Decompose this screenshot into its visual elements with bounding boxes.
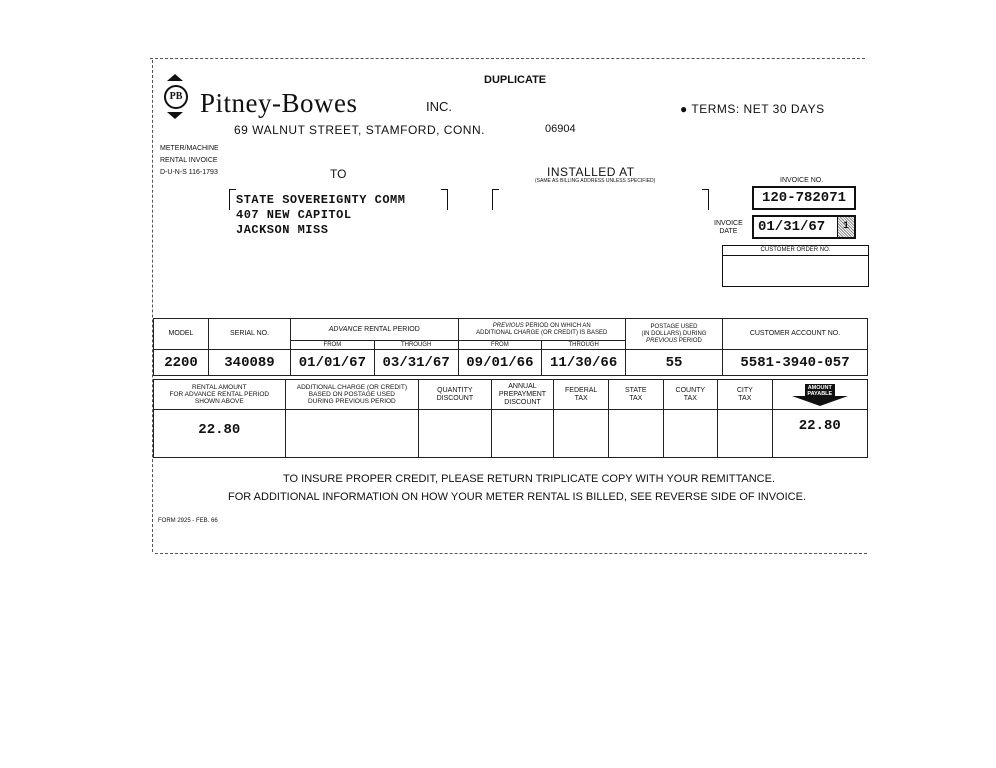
amount-payable-label-1: AMOUNT [807, 384, 832, 391]
billing-line2: 407 NEW CAPITOL [236, 208, 352, 222]
federal-tax-value [554, 410, 609, 458]
model-header: MODEL [154, 319, 209, 350]
company-zip: 06904 [545, 123, 576, 135]
invoice-no: 120-782071 [752, 186, 856, 210]
duplicate-stamp: DUPLICATE [484, 74, 547, 86]
county-label-2: TAX [683, 394, 697, 402]
top-perforation [150, 58, 865, 59]
duns-number: D-U-N-S 116-1793 [160, 169, 218, 176]
advance-from-value: 01/01/67 [291, 350, 375, 376]
previous-text-3: ADDITIONAL CHARGE (OR CREDIT) IS BASED [476, 329, 608, 336]
previous-text-2: PERIOD ON WHICH AN [525, 322, 591, 329]
state-label-2: TAX [629, 394, 643, 402]
billing-line3: JACKSON MISS [236, 223, 329, 237]
advance-through-header: THROUGH [374, 341, 458, 350]
city-label-2: TAX [738, 394, 752, 402]
advance-through-value: 03/31/67 [374, 350, 458, 376]
account-header: CUSTOMER ACCOUNT NO. [723, 319, 868, 350]
invoice-date-mark: 1 [837, 217, 854, 237]
state-label-1: STATE [625, 386, 647, 394]
left-perforation [152, 60, 153, 552]
postage-value: 55 [626, 350, 723, 376]
billing-address [236, 193, 405, 238]
terms-text [680, 102, 825, 116]
company-suffix: INC. [426, 99, 452, 114]
postage-header [626, 319, 723, 350]
federal-label-1: FEDERAL [565, 386, 598, 394]
advance-word: ADVANCE [328, 325, 363, 333]
additional-charge-value [285, 410, 419, 458]
federal-tax-header [554, 380, 609, 410]
invoice-date-label-1: INVOICE [714, 220, 743, 227]
amount-payable-arrow-icon [792, 384, 848, 406]
company-address: 69 WALNUT STREET, STAMFORD, CONN. [234, 123, 485, 137]
invoice-date-box [752, 215, 856, 239]
installed-bracket-right [702, 189, 709, 210]
annual-discount-value [491, 410, 554, 458]
advance-rental-period: RENTAL PERIOD [364, 325, 420, 333]
city-tax-header [718, 380, 772, 410]
postage-label-3: PREVIOUS [646, 337, 678, 344]
city-tax-value [718, 410, 772, 458]
county-tax-value [663, 410, 718, 458]
pitney-bowes-logo: PB [164, 74, 186, 132]
quantity-discount-value [419, 410, 491, 458]
form-number: FORM 2925 - FEB. 66 [158, 518, 218, 524]
to-label: TO [330, 167, 347, 181]
previous-from-value: 09/01/66 [458, 350, 542, 376]
rental-amount-value: 22.80 [154, 410, 286, 458]
doc-type-label [160, 145, 219, 177]
postage-label-4: PERIOD [678, 337, 702, 344]
advance-from-header: FROM [291, 341, 375, 350]
installed-at-note: (SAME AS BILLING ADDRESS UNLESS SPECIFIED) [535, 178, 656, 184]
charges-table [153, 379, 868, 458]
city-label-1: CITY [736, 386, 753, 394]
invoice-date-label [714, 220, 743, 236]
previous-through-header: THROUGH [542, 341, 626, 350]
rental-label-2: FOR ADVANCE RENTAL PERIOD [169, 391, 270, 398]
account-value: 5581-3940-057 [723, 350, 868, 376]
postage-label-1: POSTAGE USED [650, 323, 698, 330]
customer-order-box [722, 245, 869, 287]
additional-label-2: BASED ON POSTAGE USED [308, 391, 395, 398]
installed-at-label: INSTALLED AT [547, 165, 635, 179]
amount-payable-label-2: PAYABLE [807, 390, 833, 397]
customer-order-label: CUSTOMER ORDER NO. [723, 246, 868, 256]
rental-label-3: SHOWN ABOVE [194, 398, 244, 405]
annual-label-1: ANNUAL [508, 382, 537, 390]
serial-value: 340089 [209, 350, 291, 376]
additional-charge-header [285, 380, 419, 410]
advance-period-header [291, 319, 459, 341]
federal-label-2: TAX [574, 394, 588, 402]
amount-payable-header [772, 380, 867, 410]
to-bracket-left [229, 189, 236, 210]
annual-discount-header [491, 380, 554, 410]
previous-through-value: 11/30/66 [542, 350, 626, 376]
serial-header: SERIAL NO. [209, 319, 291, 350]
state-tax-value [609, 410, 664, 458]
previous-period-header [458, 319, 626, 341]
doc-type-line1: METER/MACHINE [160, 145, 219, 152]
quantity-label-2: DISCOUNT [436, 394, 474, 402]
amount-payable-value: 22.80 [772, 410, 867, 458]
installed-bracket-left [492, 189, 499, 210]
company-name: Pitney-Bowes [200, 88, 358, 118]
footer-info-note: FOR ADDITIONAL INFORMATION ON HOW YOUR METER RENTAL IS BILLED, SEE REVERSE SIDE OF INVOICE. [228, 491, 806, 503]
annual-label-2: PREPAYMENT [498, 390, 547, 398]
terms-label: TERMS: NET 30 DAYS [691, 102, 825, 116]
billing-line1: STATE SOVEREIGNTY COMM [236, 193, 406, 207]
postage-label-2: (IN DOLLARS) DURING [641, 330, 707, 337]
footer-credit-note: TO INSURE PROPER CREDIT, PLEASE RETURN TRIPLICATE COPY WITH YOUR REMITTANCE. [283, 473, 776, 485]
rental-label-1: RENTAL AMOUNT [192, 384, 247, 391]
invoice-no-label: INVOICE NO. [780, 177, 824, 184]
model-value: 2200 [154, 350, 209, 376]
additional-label-3: DURING PREVIOUS PERIOD [307, 398, 396, 405]
previous-word: PREVIOUS [492, 322, 524, 329]
rental-amount-header [154, 380, 286, 410]
previous-from-header: FROM [458, 341, 542, 350]
bottom-perforation [155, 553, 867, 554]
invoice-date: 01/31/67 [758, 219, 826, 235]
quantity-discount-header [419, 380, 491, 410]
county-label-1: COUNTY [675, 386, 706, 394]
county-tax-header [663, 380, 718, 410]
annual-label-3: DISCOUNT [504, 398, 541, 406]
additional-label-1: ADDITIONAL CHARGE (OR CREDIT) [296, 384, 407, 391]
rental-period-table [153, 318, 868, 376]
to-bracket-right [441, 189, 448, 210]
quantity-label-1: QUANTITY [437, 386, 473, 394]
state-tax-header [609, 380, 664, 410]
bullet-icon: ● [680, 102, 688, 116]
invoice-date-label-2: DATE [719, 228, 738, 235]
doc-type-line2: RENTAL INVOICE [160, 157, 218, 164]
